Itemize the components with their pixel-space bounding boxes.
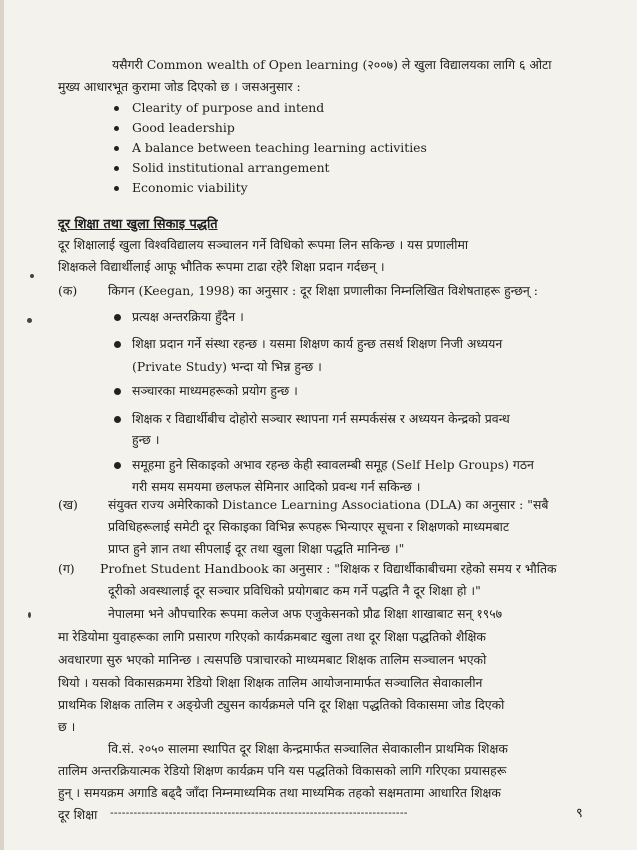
paragraph-line: शिक्षकले विद्यार्थीलाई आफू भौतिक रूपमा टाढा रहेरै शिक्षा प्रदान गर्दछन् । [58, 259, 385, 274]
list-item: Good leadership [132, 120, 235, 135]
bullet-icon [114, 146, 119, 151]
item-ka-text: किगन (Keegan, 1998) का अनुसार : दूर शिक्षा प्रणालीका निम्नलिखित विशेषताहरू हुन्छन् : [108, 283, 538, 298]
scan-mark [27, 318, 32, 323]
list-item: Solid institutional arrangement [132, 160, 330, 175]
list-item: सञ्चारका माध्यमहरूको प्रयोग हुन्छ । [132, 383, 298, 398]
list-item-continued: गरी समय समयमा छलफल सेमिनार आदिको प्रवन्ध गर्न सकिन्छ । [132, 479, 421, 494]
list-item: शिक्षा प्रदान गर्ने संस्था रहन्छ । यसमा शिक्षण कार्य हुन्छ तसर्थ शिक्षण निजी अध्ययन [132, 336, 503, 351]
paragraph-line: नेपालमा भने औपचारिक रूपमा कलेज अफ एजुकेसनको प्रौढ शिक्षा शाखाबाट सन् १९५७ [108, 606, 503, 621]
item-label-kha: (ख) [58, 497, 78, 512]
intro-line-2: मुख्य आधारभूत कुरामा जोड दिएको छ । जसअनुसार : [58, 79, 301, 94]
item-label-ga: (ग) [58, 561, 75, 576]
paragraph-line: तालिम अन्तरक्रियात्मक रेडियो शिक्षण कार्यक्रम पनि यस पद्धतिको विकासको लागि गरिएका प्रयासहरू [58, 763, 507, 778]
paragraph-line: प्राथमिक शिक्षक तालिम र अङ्ग्रेजी ट्युसन कार्यक्रमले पनि दूर शिक्षा पद्धतिको विकासमा जोड दिएको [58, 697, 505, 712]
list-item: प्रत्यक्ष अन्तरक्रिया हुँदैन । [132, 309, 244, 324]
paragraph-line: वि.सं. २०५० सालमा स्थापित दूर शिक्षा केन्द्रमार्फत सञ्चालित सेवाकालीन प्राथमिक शिक्षक [108, 741, 508, 756]
item-kha-line: प्रविधिहरूलाई समेटी दूर सिकाइका विभिन्न रूपहरू भिन्याएर सूचना र शिक्षणको माध्यमबाट [108, 519, 510, 534]
item-ga-line: Profnet Student Handbook का अनुसार : "शिक्षक र विद्यार्थीकाबीचमा रहेको समय र भौतिक [100, 561, 557, 576]
bullet-icon [114, 388, 121, 395]
scan-mark [30, 274, 34, 278]
bullet-icon [114, 126, 119, 131]
paragraph-line: थियो । यसको विकासक्रममा रेडियो शिक्षा शिक्षक तालिम आयोजनामार्फत सञ्चालित सेवाकालीन [58, 675, 483, 690]
scan-mark [28, 612, 31, 618]
page-edge [0, 0, 4, 850]
bullet-icon [114, 166, 119, 171]
paragraph-line: हुन् । समयक्रम अगाडि बढ्दै जाँदा निम्नमाध्यमिक तथा माध्यमिक तहको सक्षमतामा आधारित शिक्षक [58, 785, 501, 800]
list-item: शिक्षक र विद्यार्थीबीच दोहोरो सञ्चार स्थापना गर्न सम्पर्कसंस्र र अध्ययन केन्द्रको प्रवन्ध [132, 411, 510, 426]
bullet-icon [114, 106, 119, 111]
list-item: Clearity of purpose and intend [132, 100, 325, 115]
list-item: Economic viability [132, 180, 248, 195]
paragraph-line: दूर शिक्षालाई खुला विश्वविद्यालय सञ्चालन गर्ने विधिको रूपमा लिन सकिन्छ । यस प्रणालीमा [58, 237, 469, 252]
item-kha-line: संयुक्त राज्य अमेरिकाको Distance Learning Associationa (DLA) का अनुसार : "सबै [108, 497, 549, 512]
list-item-continued: (Private Study) भन्दा यो भिन्न हुन्छ । [132, 359, 322, 374]
paragraph-line: मा रेडियोमा युवाहरूका लागि प्रसारण गरिएको कार्यक्रमबाट खुला तथा दूर शिक्षा पद्धतिको शैक्षिक [58, 629, 486, 644]
list-item-continued: हुन्छ । [132, 432, 160, 447]
footer-label: दूर शिक्षा [58, 807, 98, 822]
list-item: A balance between teaching learning activities [132, 140, 427, 155]
list-item: समूहमा हुने सिकाइको अभाव रहन्छ केही स्वावलम्बी समूह (Self Help Groups) गठन [132, 457, 534, 472]
item-label-ka: (क) [58, 283, 78, 298]
intro-line-1: यसैगरी Common wealth of Open learning (२००७) ले खुला विद्यालयका लागि ६ ओटा [112, 57, 552, 72]
paragraph-line: छ । [58, 719, 76, 734]
bullet-icon [114, 186, 119, 191]
section-heading: दूर शिक्षा तथा खुला सिकाइ पद्धति [58, 217, 218, 232]
bullet-icon [114, 416, 121, 423]
bullet-icon [114, 341, 121, 348]
bullet-icon [114, 462, 121, 469]
paragraph-line: अवधारणा सुरु भएको मानिन्छ । त्यसपछि पत्राचारको माध्यमबाट शिक्षक तालिम सञ्चालन भएको [58, 652, 487, 667]
item-ga-line: दूरीको अवस्थालाई दूर सञ्चार प्रविधिको प्रयोगबाट कम गर्ने पद्धति नै दूर शिक्षा हो ।" [108, 583, 481, 598]
footer-rule: ---------------------------------------------------------------------------- [110, 806, 408, 819]
bullet-icon [114, 314, 121, 321]
page-number: ९ [576, 806, 583, 821]
item-kha-line: प्राप्त हुने ज्ञान तथा सीपलाई दूर तथा खुला शिक्षा पद्धति मानिन्छ ।" [108, 541, 405, 556]
